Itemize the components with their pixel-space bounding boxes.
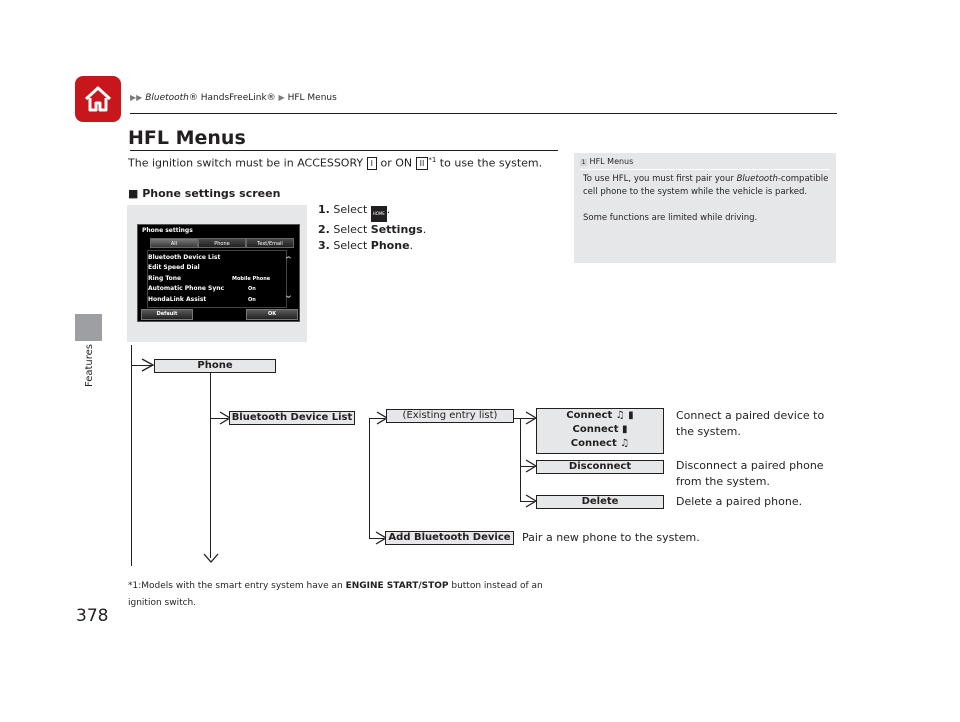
step-number: 3.: [318, 239, 330, 252]
phone-settings-screen: [137, 224, 300, 322]
menu-bluetooth-device-list: Bluetooth Device List: [229, 411, 355, 425]
breadcrumb-current: HFL Menus: [287, 93, 337, 103]
footnote-ref[interactable]: *1: [428, 156, 437, 164]
flow-line: [369, 418, 370, 539]
header-rule: [130, 113, 837, 114]
section-heading: ■ Phone settings screen: [128, 187, 281, 200]
connect-both: [537, 409, 663, 423]
screen-default-button: Default: [141, 309, 193, 320]
screen-tab-all: All: [150, 238, 198, 248]
intro-text: [128, 156, 542, 170]
add-description: Pair a new phone to the system.: [522, 531, 700, 544]
music-note-icon: ♫: [620, 438, 630, 449]
footnote-text: *1:Models with the smart entry system have an: [128, 581, 346, 591]
connect-audio: [537, 437, 663, 451]
connect-description: Connect a paired device to the system.: [676, 409, 825, 438]
menu-add-bluetooth-device: Add Bluetooth Device: [385, 531, 514, 545]
step-number: 1.: [318, 203, 330, 216]
screen-row: Automatic Phone Sync: [148, 285, 225, 292]
breadcrumb-arrow-icon: ▶▶: [130, 93, 143, 102]
note-heading-text: HFL Menus: [589, 157, 634, 166]
disconnect-description: Disconnect a paired phone from the system.: [676, 459, 824, 488]
scroll-down-icon: ︾: [286, 296, 292, 302]
menu-delete: Delete: [536, 495, 664, 509]
page-number: 378: [76, 606, 109, 626]
note-tag: 1: [581, 159, 586, 166]
delete-description: Delete a paired phone.: [676, 495, 803, 508]
arrow-down-icon: [203, 552, 219, 564]
note-body: [583, 173, 831, 225]
connect-label: Connect: [570, 438, 617, 449]
chapter-tab[interactable]: [75, 314, 102, 341]
step-text: Select: [333, 223, 371, 236]
note-text: To use HFL, you must first pair your: [583, 174, 737, 184]
note-rule: [580, 169, 830, 170]
home-menu-icon: HOME: [371, 206, 387, 222]
page-title: HFL Menus: [128, 127, 246, 149]
intro-part: The ignition switch must be in ACCESSORY: [128, 156, 367, 170]
step-target: Phone: [370, 239, 410, 252]
scroll-up-icon: ︽: [286, 254, 292, 260]
side-note: [574, 153, 836, 263]
menu-phone: Phone: [154, 359, 276, 373]
chapter-label: Features: [84, 344, 95, 387]
menu-disconnect: Disconnect: [536, 460, 664, 474]
connect-label: Connect: [566, 410, 613, 421]
footnote-bold: ENGINE START/STOP: [345, 581, 449, 591]
note-heading: [580, 157, 633, 166]
screen-row: Edit Speed Dial: [148, 264, 200, 271]
intro-part: or ON: [376, 156, 416, 170]
screen-ok-button: OK: [246, 309, 298, 320]
screen-row: Ring Tone: [148, 275, 182, 282]
music-note-icon: ♫: [615, 410, 625, 421]
flow-line: [210, 372, 211, 558]
screen-row-value: On: [248, 297, 256, 303]
title-rule: [130, 150, 558, 151]
note-text: -compatible cell phone to the system while the vehicle is parked.: [583, 174, 829, 197]
connect-phone: [537, 423, 663, 437]
key-accessory: I: [367, 157, 377, 170]
flow-line: [520, 418, 521, 502]
key-on: II: [416, 157, 429, 170]
intro-part: to use the system.: [436, 156, 543, 170]
step-number: 2.: [318, 223, 330, 236]
footnote-text: button instead of an ignition switch.: [128, 581, 543, 608]
screen-row: HondaLink Assist: [148, 296, 207, 303]
phone-icon: ▮: [628, 410, 634, 421]
screen-tabs: [150, 238, 294, 248]
screen-tab-text-email: Text/Email: [246, 238, 294, 248]
screen-title: Phone settings: [142, 227, 193, 234]
step-2: 2. Select Settings.: [318, 223, 427, 236]
note-text: Some functions are limited while driving.: [583, 213, 758, 223]
step-3: 3. Select Phone.: [318, 239, 414, 252]
breadcrumb-link-suffix[interactable]: ® HandsFreeLink®: [188, 93, 276, 103]
breadcrumb-link[interactable]: Bluetooth: [145, 93, 189, 103]
flow-line: [131, 345, 132, 566]
home-button[interactable]: [75, 76, 121, 122]
phone-icon: ▮: [621, 424, 628, 435]
screen-row: Bluetooth Device List: [148, 254, 221, 261]
menu-connect: [536, 408, 664, 454]
screen-tab-phone: Phone: [198, 238, 246, 248]
steps: [318, 202, 426, 254]
step-target: Settings: [370, 223, 423, 236]
screen-row-value: Mobile Phone: [232, 276, 271, 282]
step-text: Select: [333, 203, 368, 216]
note-text: Bluetooth: [736, 174, 778, 184]
step-text: Select: [333, 239, 371, 252]
step-1: 1. Select HOME .: [318, 202, 426, 222]
connect-label: Connect: [572, 424, 619, 435]
home-icon: [83, 85, 113, 113]
breadcrumb: [130, 93, 337, 103]
footnote: [128, 578, 568, 612]
breadcrumb-arrow-icon: ▶: [278, 93, 285, 102]
screen-row-value: On: [248, 286, 256, 292]
menu-existing-entry-list: (Existing entry list): [386, 409, 514, 423]
